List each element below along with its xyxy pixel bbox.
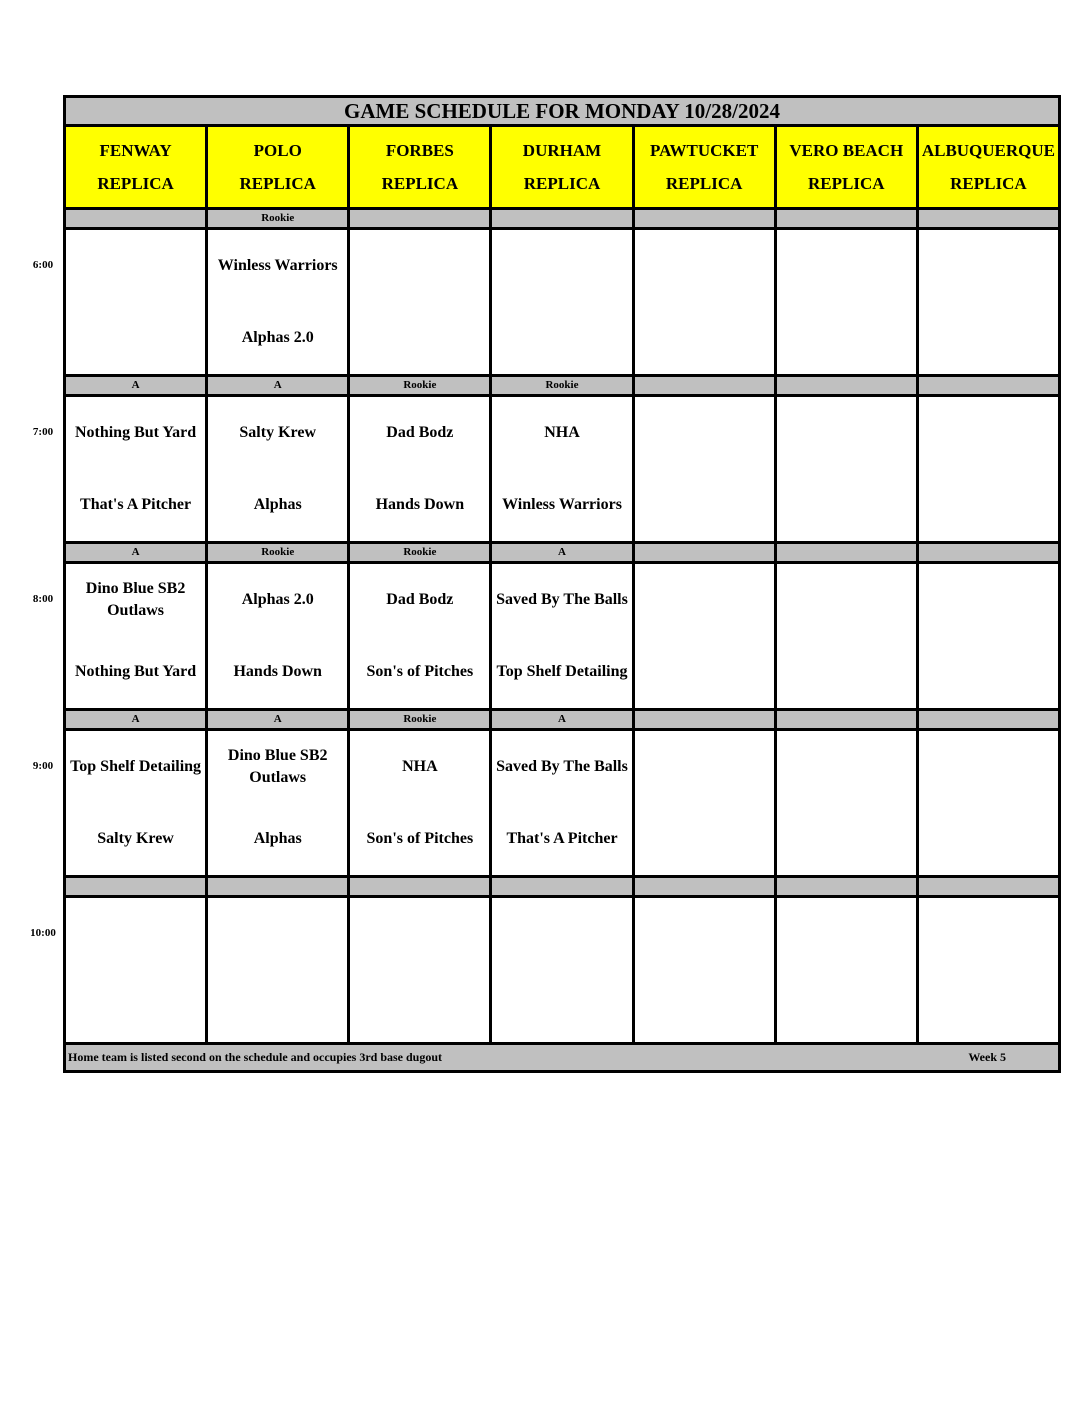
game-cell — [65, 229, 207, 376]
away-team — [919, 731, 1058, 803]
home-team: Son's of Pitches — [366, 830, 474, 847]
week-label: Week 5 — [968, 1050, 1006, 1064]
field-subtitle: REPLICA — [97, 174, 174, 193]
division-label: Rookie — [349, 710, 491, 730]
home-team: That's A Pitcher — [80, 496, 192, 513]
home-team: Top Shelf Detailing — [496, 663, 628, 680]
game-row — [65, 229, 1060, 376]
home-team: Salty Krew — [97, 830, 174, 847]
division-label: A — [491, 710, 633, 730]
game-cell — [349, 563, 491, 710]
away-team: Salty Krew — [239, 424, 316, 441]
home-team — [919, 636, 1058, 708]
game-cell — [775, 897, 917, 1044]
home-team — [777, 469, 916, 541]
game-cell — [491, 229, 633, 376]
game-cell — [349, 229, 491, 376]
home-team — [635, 803, 774, 875]
division-row — [65, 209, 1060, 229]
home-team — [66, 302, 205, 374]
division-label — [65, 209, 207, 229]
home-team — [492, 302, 631, 374]
home-team — [919, 469, 1058, 541]
game-row — [65, 897, 1060, 1044]
game-cell — [775, 229, 917, 376]
away-team: Dad Bodz — [386, 424, 454, 441]
game-cell — [65, 730, 207, 877]
field-subtitle: REPLICA — [381, 174, 459, 193]
division-label — [633, 209, 775, 229]
game-cell — [917, 730, 1059, 877]
home-team: That's A Pitcher — [506, 830, 618, 847]
away-team — [777, 731, 916, 803]
time-label: 6:00 — [32, 258, 54, 271]
away-team — [350, 230, 489, 302]
home-team — [350, 302, 489, 374]
away-team — [777, 564, 916, 636]
division-label — [917, 209, 1059, 229]
division-label — [491, 877, 633, 897]
division-label: Rookie — [491, 376, 633, 396]
away-team — [350, 898, 489, 970]
home-team — [635, 970, 774, 1042]
division-label: A — [207, 376, 349, 396]
field-header-row — [65, 126, 1060, 209]
away-team: Dad Bodz — [386, 591, 454, 608]
field-header — [65, 126, 207, 209]
home-team — [777, 803, 916, 875]
home-team — [777, 970, 916, 1042]
game-cell — [775, 730, 917, 877]
game-cell — [207, 730, 349, 877]
division-label — [775, 543, 917, 563]
home-team — [777, 302, 916, 374]
division-label — [775, 710, 917, 730]
home-team: Winless Warriors — [502, 496, 622, 513]
field-name: FORBES — [385, 141, 454, 160]
field-name: POLO — [253, 141, 302, 160]
field-subtitle: REPLICA — [950, 174, 1027, 193]
away-team — [66, 898, 205, 970]
time-label: 8:00 — [32, 592, 54, 605]
division-label — [917, 877, 1059, 897]
game-cell — [65, 897, 207, 1044]
away-team — [635, 230, 774, 302]
division-label — [207, 877, 349, 897]
game-cell — [207, 229, 349, 376]
game-cell — [775, 563, 917, 710]
game-cell — [207, 396, 349, 543]
home-team — [350, 970, 489, 1042]
division-label: Rookie — [207, 209, 349, 229]
game-cell — [491, 897, 633, 1044]
game-cell — [917, 396, 1059, 543]
game-cell — [65, 396, 207, 543]
home-team: Alphas 2.0 — [241, 329, 314, 346]
game-cell — [491, 563, 633, 710]
home-team — [919, 803, 1058, 875]
field-name: PAWTUCKET — [649, 141, 759, 160]
game-cell — [633, 396, 775, 543]
schedule-title: GAME SCHEDULE FOR MONDAY 10/28/2024 — [65, 97, 1060, 126]
away-team: Saved By The Balls — [496, 591, 628, 608]
away-team — [919, 898, 1058, 970]
home-team: Son's of Pitches — [366, 663, 474, 680]
division-label: A — [491, 543, 633, 563]
home-team — [66, 970, 205, 1042]
away-team: NHA — [402, 758, 438, 775]
away-team: NHA — [544, 424, 580, 441]
game-cell — [917, 563, 1059, 710]
division-label — [633, 376, 775, 396]
away-team — [919, 564, 1058, 636]
home-team — [492, 970, 631, 1042]
game-cell — [633, 229, 775, 376]
division-label — [775, 877, 917, 897]
division-label — [775, 376, 917, 396]
away-team: Saved By The Balls — [496, 758, 628, 775]
division-label: A — [65, 543, 207, 563]
footer-bar — [65, 1044, 1060, 1072]
away-team: Dino Blue SB2 Outlaws — [85, 580, 186, 619]
away-team — [635, 731, 774, 803]
away-team — [492, 898, 631, 970]
division-label: A — [207, 710, 349, 730]
division-row — [65, 710, 1060, 730]
division-label — [633, 710, 775, 730]
home-team — [635, 636, 774, 708]
away-team: Nothing But Yard — [74, 424, 197, 441]
home-team: Alphas — [253, 496, 302, 513]
field-header — [349, 126, 491, 209]
game-cell — [917, 229, 1059, 376]
footer-note: Home team is listed second on the schedule and occupies 3rd base dugout — [68, 1050, 443, 1064]
away-team — [919, 230, 1058, 302]
field-header — [633, 126, 775, 209]
away-team — [635, 898, 774, 970]
time-label: 7:00 — [32, 425, 54, 438]
division-row — [65, 877, 1060, 897]
field-header — [491, 126, 633, 209]
home-team — [919, 970, 1058, 1042]
home-team: Alphas — [253, 830, 302, 847]
field-subtitle: REPLICA — [665, 174, 743, 193]
away-team: Winless Warriors — [217, 257, 338, 274]
field-header — [775, 126, 917, 209]
division-label — [633, 543, 775, 563]
away-team — [635, 564, 774, 636]
home-team — [919, 302, 1058, 374]
home-team — [777, 636, 916, 708]
field-header — [207, 126, 349, 209]
field-subtitle: REPLICA — [239, 174, 316, 193]
field-subtitle: REPLICA — [808, 174, 885, 193]
away-team — [777, 397, 916, 469]
division-label — [65, 877, 207, 897]
game-cell — [65, 563, 207, 710]
game-cell — [633, 897, 775, 1044]
game-cell — [917, 897, 1059, 1044]
game-cell — [775, 396, 917, 543]
away-team: Top Shelf Detailing — [70, 758, 202, 775]
game-cell — [491, 396, 633, 543]
away-team: Dino Blue SB2 Outlaws — [227, 747, 328, 786]
division-label — [917, 376, 1059, 396]
game-cell — [349, 897, 491, 1044]
game-row — [65, 730, 1060, 877]
division-label: Rookie — [207, 543, 349, 563]
division-label: A — [65, 376, 207, 396]
division-label — [633, 877, 775, 897]
away-team — [635, 397, 774, 469]
field-name: DURHAM — [522, 141, 602, 160]
field-header — [917, 126, 1059, 209]
time-label: 9:00 — [32, 759, 54, 772]
time-label: 10:00 — [30, 926, 56, 939]
field-name: VERO BEACH — [789, 141, 904, 160]
game-cell — [207, 897, 349, 1044]
away-team — [919, 397, 1058, 469]
game-row — [65, 396, 1060, 543]
away-team — [777, 230, 916, 302]
division-row — [65, 376, 1060, 396]
away-team — [208, 898, 347, 970]
home-team: Nothing But Yard — [74, 663, 197, 680]
field-name: FENWAY — [99, 141, 172, 160]
schedule-table — [63, 95, 1061, 1073]
away-team — [777, 898, 916, 970]
division-label: A — [65, 710, 207, 730]
division-row — [65, 543, 1060, 563]
division-label — [349, 877, 491, 897]
game-cell — [491, 730, 633, 877]
away-team: Alphas 2.0 — [241, 591, 314, 608]
division-label — [349, 209, 491, 229]
division-label — [917, 710, 1059, 730]
field-name: ALBUQUERQUE — [921, 141, 1056, 160]
home-team — [635, 469, 774, 541]
home-team: Hands Down — [375, 496, 465, 513]
division-label: Rookie — [349, 543, 491, 563]
game-cell — [349, 730, 491, 877]
game-cell — [349, 396, 491, 543]
division-label — [917, 543, 1059, 563]
division-label — [491, 209, 633, 229]
home-team: Hands Down — [233, 663, 322, 680]
game-cell — [633, 730, 775, 877]
away-team — [492, 230, 631, 302]
division-label: Rookie — [349, 376, 491, 396]
away-team — [66, 230, 205, 302]
field-subtitle: REPLICA — [523, 174, 601, 193]
game-row — [65, 563, 1060, 710]
game-cell — [633, 563, 775, 710]
division-label — [775, 209, 917, 229]
game-cell — [207, 563, 349, 710]
home-team — [635, 302, 774, 374]
home-team — [208, 970, 347, 1042]
